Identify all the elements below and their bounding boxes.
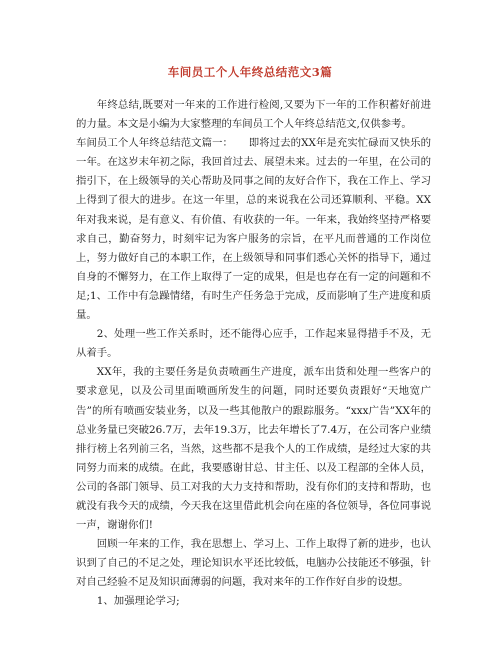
paragraph-plan-item-one: 1、加强理论学习; — [96, 595, 180, 608]
document-title: 车间员工个人年终总结范文3篇 — [167, 65, 333, 79]
paragraph-intro: 年终总结,既要对一年来的工作进行检阅,又要为下一年的工作积蓄好前进的力量。本文是小编为大家整理的车间员工个人年终总结范文,仅供参考。 — [76, 99, 431, 131]
paragraph-article-one: 车间员工个人年终总结范文篇一： 即将过去的XX年是充实忙碌而又快乐的一年。在这岁末年初之际，我回首过去、展望未来。过去的一年里，在公司的指引下，在上级领导的关心帮助及同事之间的友好合作下，我在工作上、学习上得到了很大的进步。在这一年里，总的来说我在公司还算顺利、平稳。XX年对我来说，是有意义、有价值、有收获的一年。一年来，我始终坚持严格要求自己，勤奋努力，时刻牢记为客户服务的宗旨，在平凡而普通的工作岗位上，努力做好自己的本职工作，在上级领导和同事们悉心关怀的指导下，通过自身的不懈努力，在工作上取得了一定的成果，但是也存在有一定的问题和不足;1、工作中有急躁情绪，有时生产任务急于完成，反而影响了生产进度和质量。 — [76, 137, 431, 322]
paragraph-main-tasks: XX年，我的主要任务是负责喷画生产进度，派车出货和处理一些客户的要求意见，以及公司里面喷画所发生的问题，同时还要负责跟好“天地宽广告”的所有喷画安装业务，以及一些其他散户的跟踪服务。“xxx广告”XX年的总业务量已突破26.7万，去年19.3万，比去年增长了7.4万，在公司客户业绩排行榜上名列前三名，当然，这些都不是我个人的工作成绩，是经过大家的共同努力而来的成绩。在此，我要感谢甘总、甘主任、以及工程部的全体人员，公司的各部门领导、员工对我的大力支持和帮助，没有你们的支持和帮助，也就没有我今天的成绩，今天我在这里借此机会向在座的各位领导，各位同事说一声，谢谢你们! — [76, 366, 431, 532]
paragraph-issue-two: 2、处理一些工作关系时，还不能得心应手，工作起来显得措手不及，无从着手。 — [76, 328, 431, 360]
document-body — [76, 96, 431, 612]
paragraph-review: 回顾一年来的工作，我在思想上、学习上、工作上取得了新的进步，也认识到了自己的不足之处，理论知识水平还比较低，电脑办公技能还不够强，针对自己经验不足及知识面薄弱的问题，我对来年的工作作好自步的设想。 — [76, 538, 431, 589]
